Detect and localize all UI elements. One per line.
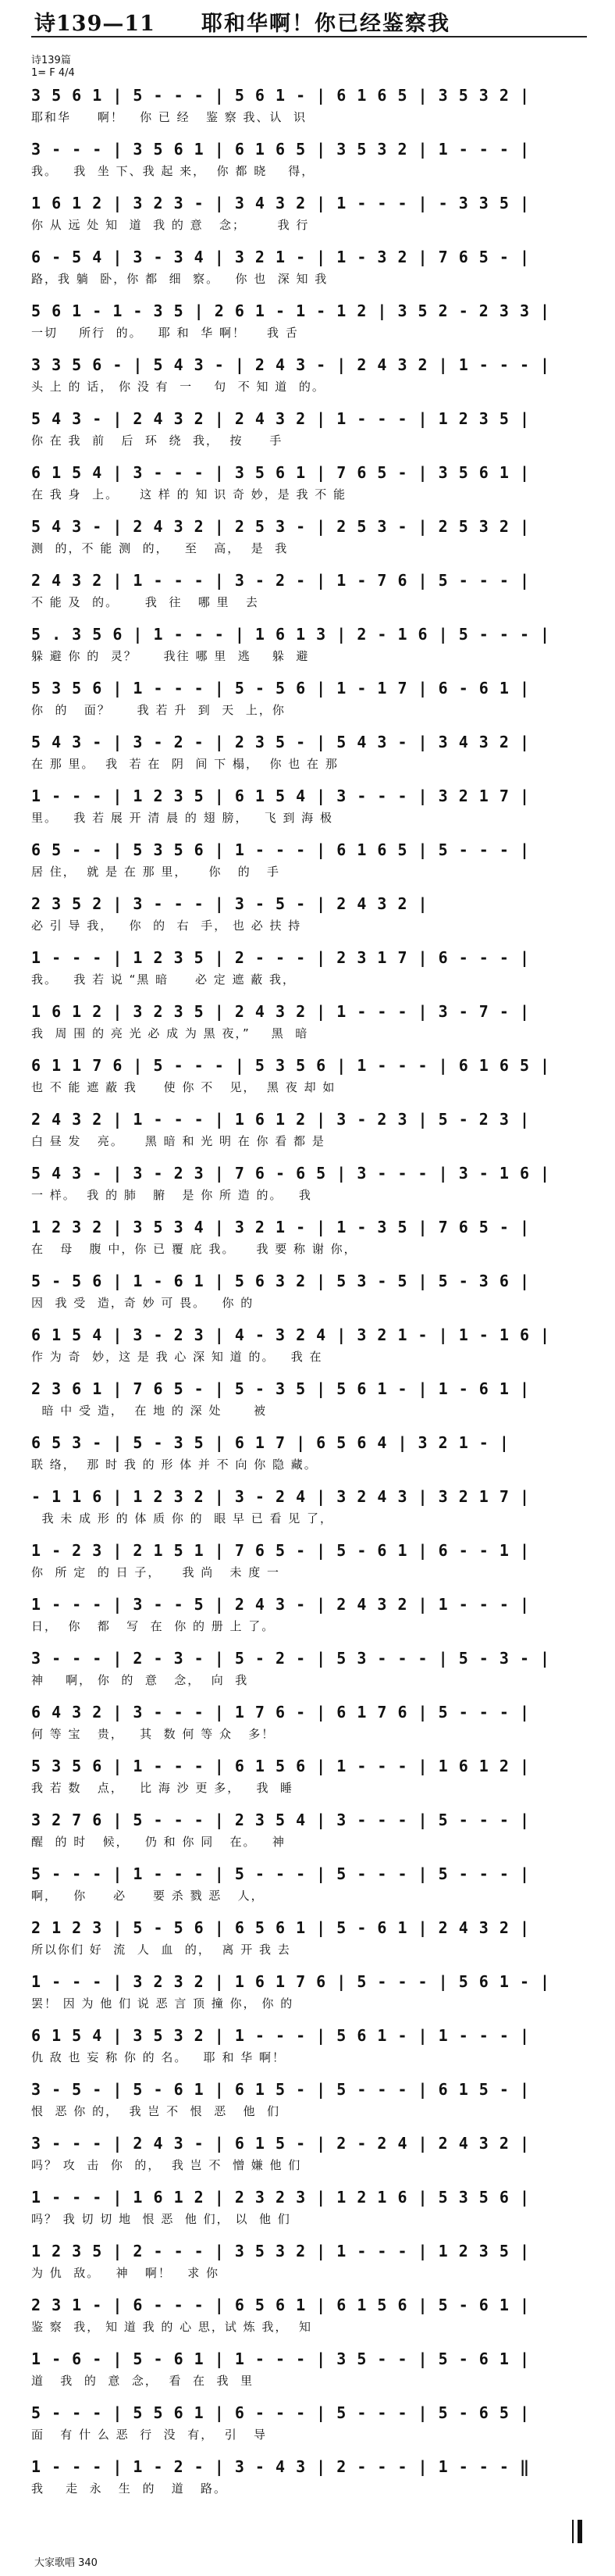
notation-line: 2 3 6 1 | 7 6 5 - | 5 - 3 5 | 5 6 1 - | 1 - 6 1 | bbox=[31, 1379, 531, 1398]
system-row bbox=[31, 785, 587, 835]
lyric-line: 居 住， 就 是 在 那 里， 你 的 手 bbox=[31, 865, 281, 879]
source-reference: 诗139篇 bbox=[31, 55, 71, 66]
lyric-line: 我。 我 坐 下、我 起 来， 你 都 晓 得， bbox=[31, 164, 315, 178]
lyric-line: 为 仇 敌。 神 啊！ 求 你 bbox=[31, 2266, 219, 2280]
system-row bbox=[31, 246, 587, 296]
system-row bbox=[31, 731, 587, 781]
lyric-line: 啊， 你 必 要 杀 戮 恶 人， bbox=[31, 1889, 265, 1903]
notation-line: 3 2 7 6 | 5 - - - | 2 3 5 4 | 3 - - - | 5 - - - | bbox=[31, 1811, 531, 1829]
lyric-line: 神 啊， 你 的 意 念， 向 我 bbox=[31, 1673, 249, 1687]
system-row bbox=[31, 408, 587, 458]
system-row bbox=[31, 1971, 587, 2021]
notation-line: 1 2 3 5 | 2 - - - | 3 5 3 2 | 1 - - - | 1 2 3 5 | bbox=[31, 2242, 531, 2260]
notation-line: 1 2 3 2 | 3 5 3 4 | 3 2 1 - | 1 - 3 5 | 7 6 5 - | bbox=[31, 1218, 531, 1236]
notation-line: 5 3 5 6 | 1 - - - | 6 1 5 6 | 1 - - - | 1 6 1 2 | bbox=[31, 1757, 531, 1775]
lyric-line: 暗 中 受 造， 在 地 的 深 处 被 bbox=[31, 1404, 268, 1418]
system-row bbox=[31, 623, 587, 673]
lyric-line: 作 为 奇 妙，这 是 我 心 深 知 道 的。 我 在 bbox=[31, 1350, 323, 1364]
notation-line: 5 6 1 - 1 - 3 5 | 2 6 1 - 1 - 1 2 | 3 5 2 - 2 3 3 | bbox=[31, 301, 551, 320]
system-row bbox=[31, 2294, 587, 2344]
notation-line: 1 - 6 - | 5 - 6 1 | 1 - - - | 3 5 - - | 5 - 6 1 | bbox=[31, 2349, 531, 2368]
lyric-line: 我 未 成 形 的 体 质 你 的 眼 早 已 看 见 了， bbox=[31, 1511, 334, 1525]
notation-line: 1 - - - | 1 2 3 5 | 2 - - - | 2 3 1 7 | 6 - - - | bbox=[31, 948, 531, 967]
lyric-line: 你 所 定 的 日 子， 我 尚 未 度 一 bbox=[31, 1565, 281, 1579]
lyric-line: 吗？ 攻 击 你 的， 我 岂 不 憎 嫌 他 们 bbox=[31, 2158, 302, 2172]
notation-line: 5 - - - | 5 5 6 1 | 6 - - - | 5 - - - | 5 - 6 5 | bbox=[31, 2403, 531, 2422]
system-row bbox=[31, 947, 587, 997]
lyric-line: 耶和华 啊！ 你 已 经 鉴 察 我、认 识 bbox=[31, 110, 308, 124]
lyric-line: 也 不 能 遮 蔽 我 使 你 不 见， 黑 夜 却 如 bbox=[31, 1080, 336, 1094]
lyric-line: 白 昼 发 亮。 黑 暗 和 光 明 在 你 看 都 是 bbox=[31, 1134, 325, 1148]
notation-line: 2 3 5 2 | 3 - - - | 3 - 5 - | 2 4 3 2 | bbox=[31, 894, 428, 913]
system-row bbox=[31, 2456, 587, 2506]
lyric-line: 鉴 察 我， 知 道 我 的 心 思，试 炼 我， 知 bbox=[31, 2320, 312, 2334]
notation-line: 2 4 3 2 | 1 - - - | 3 - 2 - | 1 - 7 6 | 5 - - - | bbox=[31, 571, 531, 590]
lyric-line: 在 母 腹 中，你 已 覆 庇 我。 我 要 称 谢 你， bbox=[31, 1242, 357, 1256]
system-row bbox=[31, 1432, 587, 1482]
system-row bbox=[31, 2078, 587, 2128]
lyric-line: 道 我 的 意 念， 看 在 我 里 bbox=[31, 2374, 254, 2388]
lyric-line: 何 等 宝 贵， 其 数 何 等 众 多！ bbox=[31, 1727, 276, 1741]
notation-line: 1 - - - | 1 - 2 - | 3 - 4 3 | 2 - - - | 1 - - - ‖ bbox=[31, 2457, 531, 2476]
notation-line: 2 3 1 - | 6 - - - | 6 5 6 1 | 6 1 5 6 | 5 - 6 1 | bbox=[31, 2296, 531, 2314]
notation-line: 1 6 1 2 | 3 2 3 - | 3 4 3 2 | 1 - - - | - 3 3 5 | bbox=[31, 194, 531, 212]
lyric-line: 面 有 什 么 恶 行 没 有， 引 导 bbox=[31, 2428, 268, 2442]
notation-line: 6 1 5 4 | 3 5 3 2 | 1 - - - | 5 6 1 - | 1 - - - | bbox=[31, 2026, 531, 2045]
final-barline-thin bbox=[572, 2520, 574, 2543]
notation-line: 3 - - - | 2 - 3 - | 5 - 2 - | 5 3 - - - | 5 - 3 - | bbox=[31, 1649, 551, 1668]
system-row bbox=[31, 1108, 587, 1158]
notation-line: 5 4 3 - | 3 - 2 - | 2 3 5 - | 5 4 3 - | 3 4 3 2 | bbox=[31, 733, 531, 751]
system-row bbox=[31, 138, 587, 188]
notation-line: 5 - - - | 1 - - - | 5 - - - | 5 - - - | 5 - - - | bbox=[31, 1864, 531, 1883]
lyric-line: 仇 敌 也 妄 称 你 的 名。 耶 和 华 啊！ bbox=[31, 2050, 286, 2064]
lyric-line: 不 能 及 的。 我 往 哪 里 去 bbox=[31, 595, 259, 609]
notation-line: 1 6 1 2 | 3 2 3 5 | 2 4 3 2 | 1 - - - | 3 - 7 - | bbox=[31, 1002, 531, 1021]
lyric-line: 路，我 躺 卧，你 都 细 察。 你 也 深 知 我 bbox=[31, 272, 329, 286]
notation-line: 2 1 2 3 | 5 - 5 6 | 6 5 6 1 | 5 - 6 1 | 2 4 3 2 | bbox=[31, 1918, 531, 1937]
lyric-line: 在 我 身 上。 这 样 的 知 识 奇 妙，是 我 不 能 bbox=[31, 487, 347, 501]
system-row bbox=[31, 1270, 587, 1320]
lyric-line: 测 的，不 能 测 的， 至 高， 是 我 bbox=[31, 541, 289, 555]
notation-line: 3 3 5 6 - | 5 4 3 - | 2 4 3 - | 2 4 3 2 | 1 - - - | bbox=[31, 355, 551, 374]
notation-line: 6 5 3 - | 5 - 3 5 | 6 1 7 | 6 5 6 4 | 3 2 1 - | bbox=[31, 1433, 510, 1452]
system-row bbox=[31, 1486, 587, 1536]
system-row bbox=[31, 1540, 587, 1589]
system-row bbox=[31, 354, 587, 404]
song-title: 耶和华啊！你已经鉴察我 bbox=[201, 12, 450, 36]
lyric-line: 我 走 永 生 的 道 路。 bbox=[31, 2481, 228, 2496]
lyric-line: 所以你们 好 流 人 血 的， 离 开 我 去 bbox=[31, 1943, 291, 1957]
lyric-line: 必 引 导 我， 你 的 右 手， 也 必 扶 持 bbox=[31, 919, 302, 933]
notation-line: 6 1 1 7 6 | 5 - - - | 5 3 5 6 | 1 - - - | 6 1 6 5 | bbox=[31, 1056, 551, 1075]
system-row bbox=[31, 462, 587, 512]
system-row bbox=[31, 1809, 587, 1859]
lyric-line: 恨 恶 你 的， 我 岂 不 恨 恶 他 们 bbox=[31, 2104, 281, 2118]
notation-line: 6 1 5 4 | 3 - 2 3 | 4 - 3 2 4 | 3 2 1 - | 1 - 1 6 | bbox=[31, 1325, 551, 1344]
notation-line: 3 5 6 1 | 5 - - - | 5 6 1 - | 6 1 6 5 | 3 5 3 2 | bbox=[31, 86, 531, 105]
system-row bbox=[31, 569, 587, 619]
notation-line: 5 - 5 6 | 1 - 6 1 | 5 6 3 2 | 5 3 - 5 | 5 - 3 6 | bbox=[31, 1272, 531, 1290]
system-row bbox=[31, 1863, 587, 1913]
footer-page-label: 大家歌唱 340 bbox=[34, 2557, 98, 2569]
lyric-line: 你 在 我 前 后 环 绕 我， 按 手 bbox=[31, 433, 283, 448]
lyric-line: 我。 我 若 说 “黑 暗 必 定 遮 蔽 我， bbox=[31, 972, 297, 987]
lyric-line: 吗？ 我 切 切 地 恨 恶 他 们， 以 他 们 bbox=[31, 2212, 291, 2226]
system-row bbox=[31, 1162, 587, 1212]
notation-line: 6 - 5 4 | 3 - 3 4 | 3 2 1 - | 1 - 3 2 | 7 6 5 - | bbox=[31, 248, 531, 266]
lyric-line: 罢！ 因 为 他 们 说 恶 言 顶 撞 你， 你 的 bbox=[31, 1996, 294, 2010]
notation-line: - 1 1 6 | 1 2 3 2 | 3 - 2 4 | 3 2 4 3 | 3 2 1 7 | bbox=[31, 1487, 531, 1506]
notation-line: 1 - - - | 3 - - 5 | 2 4 3 - | 2 4 3 2 | 1 - - - | bbox=[31, 1595, 531, 1614]
notation-line: 5 3 5 6 | 1 - - - | 5 - 5 6 | 1 - 1 7 | 6 - 6 1 | bbox=[31, 679, 531, 698]
lyric-line: 联 络， 那 时 我 的 形 体 并 不 向 你 隐 藏。 bbox=[31, 1457, 318, 1472]
system-row bbox=[31, 839, 587, 889]
system-row bbox=[31, 677, 587, 727]
lyric-line: 我 周 围 的 亮 光 必 成 为 黑 夜，” 黑 暗 bbox=[31, 1026, 309, 1040]
notation-line: 6 5 - - | 5 3 5 6 | 1 - - - | 6 1 6 5 | 5 - - - | bbox=[31, 840, 531, 859]
notation-line: 3 - 5 - | 5 - 6 1 | 6 1 5 - | 5 - - - | 6 1 5 - | bbox=[31, 2080, 531, 2099]
system-row bbox=[31, 1216, 587, 1266]
final-barline-thick bbox=[578, 2520, 582, 2543]
header-divider bbox=[31, 36, 587, 37]
notation-line: 5 4 3 - | 3 - 2 3 | 7 6 - 6 5 | 3 - - - | 3 - 1 6 | bbox=[31, 1164, 551, 1183]
notation-line: 5 4 3 - | 2 4 3 2 | 2 5 3 - | 2 5 3 - | 2 5 3 2 | bbox=[31, 517, 531, 536]
system-row bbox=[31, 2240, 587, 2290]
lyric-line: 日， 你 都 写 在 你 的 册 上 了。 bbox=[31, 1619, 276, 1633]
system-row bbox=[31, 1001, 587, 1051]
notation-line: 3 - - - | 2 4 3 - | 6 1 5 - | 2 - 2 4 | 2 4 3 2 | bbox=[31, 2134, 531, 2153]
system-row bbox=[31, 192, 587, 242]
system-row bbox=[31, 2402, 587, 2452]
notation-line: 1 - - - | 1 2 3 5 | 6 1 5 4 | 3 - - - | 3 2 1 7 | bbox=[31, 787, 531, 805]
system-row bbox=[31, 2186, 587, 2236]
psalm-number: 诗139—11 bbox=[34, 12, 155, 36]
lyric-line: 我 若 数 点， 比 海 沙 更 多， 我 睡 bbox=[31, 1781, 294, 1795]
lyric-line: 头 上 的 话， 你 没 有 一 句 不 知 道 的。 bbox=[31, 380, 325, 394]
system-row bbox=[31, 893, 587, 943]
system-row bbox=[31, 1378, 587, 1428]
notation-line: 1 - - - | 1 6 1 2 | 2 3 2 3 | 1 2 1 6 | 5 3 5 6 | bbox=[31, 2188, 531, 2207]
system-row bbox=[31, 1755, 587, 1805]
lyric-line: 在 那 里。 我 若 在 阴 间 下 榻， 你 也 在 那 bbox=[31, 757, 339, 771]
lyric-line: 躲 避 你 的 灵？ 我往 哪 里 逃 躲 避 bbox=[31, 649, 310, 663]
key-signature: 1= F 4/4 bbox=[31, 67, 75, 79]
notation-line: 6 4 3 2 | 3 - - - | 1 7 6 - | 6 1 7 6 | 5 - - - | bbox=[31, 1703, 531, 1721]
system-row bbox=[31, 516, 587, 566]
lyric-line: 你 从 远 处 知 道 我 的 意 念； 我 行 bbox=[31, 218, 310, 232]
system-row bbox=[31, 84, 587, 134]
lyric-line: 因 我 受 造，奇 妙 可 畏。 你 的 bbox=[31, 1296, 254, 1310]
system-row bbox=[31, 2348, 587, 2398]
system-row bbox=[31, 1593, 587, 1643]
system-row bbox=[31, 1701, 587, 1751]
system-row bbox=[31, 2132, 587, 2182]
notation-line: 2 4 3 2 | 1 - - - | 1 6 1 2 | 3 - 2 3 | 5 - 2 3 | bbox=[31, 1110, 531, 1129]
notation-line: 6 1 5 4 | 3 - - - | 3 5 6 1 | 7 6 5 - | 3 5 6 1 | bbox=[31, 463, 531, 482]
system-row bbox=[31, 1324, 587, 1374]
lyric-line: 里。 我 若 展 开 清 晨 的 翅 膀， 飞 到 海 极 bbox=[31, 811, 334, 825]
lyric-line: 醒 的 时 候， 仍 和 你 同 在。 神 bbox=[31, 1835, 286, 1849]
system-row bbox=[31, 1054, 587, 1104]
system-row bbox=[31, 2025, 587, 2075]
system-row bbox=[31, 1647, 587, 1697]
system-row bbox=[31, 300, 587, 350]
lyric-line: 一 样。 我 的 肺 腑 是 你 所 造 的。 我 bbox=[31, 1188, 312, 1202]
system-row bbox=[31, 1917, 587, 1967]
notation-line: 5 . 3 5 6 | 1 - - - | 1 6 1 3 | 2 - 1 6 | 5 - - - | bbox=[31, 625, 551, 644]
lyric-line: 你 的 面？ 我 若 升 到 天 上，你 bbox=[31, 703, 286, 717]
notation-line: 5 4 3 - | 2 4 3 2 | 2 4 3 2 | 1 - - - | 1 2 3 5 | bbox=[31, 409, 531, 428]
notation-line: 3 - - - | 3 5 6 1 | 6 1 6 5 | 3 5 3 2 | 1 - - - | bbox=[31, 140, 531, 159]
lyric-line: 一切 所行 的。 耶 和 华 啊！ 我 舌 bbox=[31, 326, 299, 340]
notation-line: 1 - - - | 3 2 3 2 | 1 6 1 7 6 | 5 - - - | 5 6 1 - | bbox=[31, 1972, 551, 1991]
notation-line: 1 - 2 3 | 2 1 5 1 | 7 6 5 - | 5 - 6 1 | 6 - - 1 | bbox=[31, 1541, 531, 1560]
